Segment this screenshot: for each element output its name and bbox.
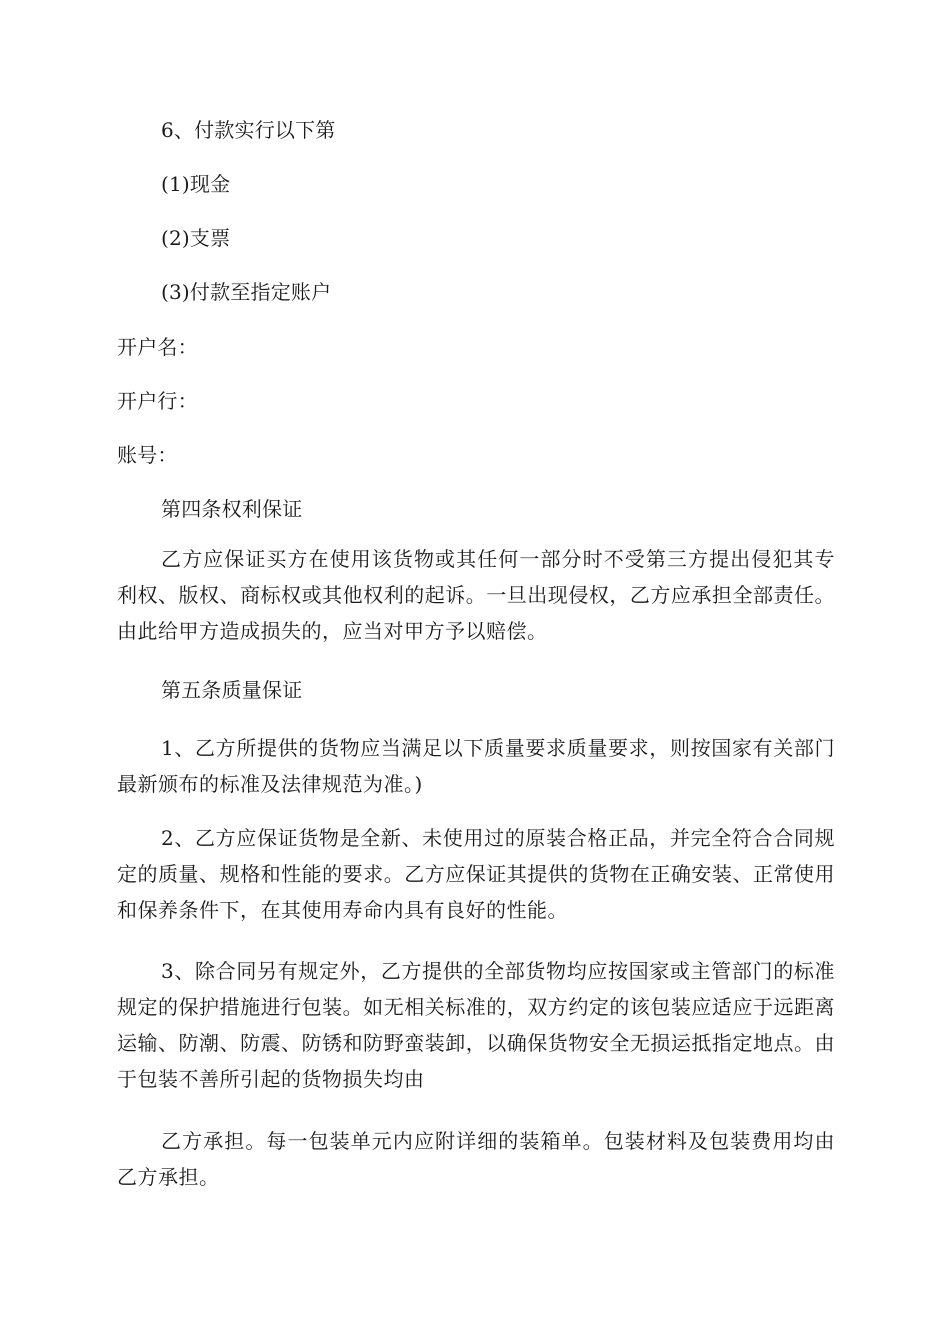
quality-clause-3-continued: 乙方承担。每一包装单元内应附详细的装箱单。包装材料及包装费用均由乙方承担。: [117, 1129, 835, 1189]
payment-option-cash: (1)现金: [161, 172, 231, 196]
quality-clause-1: 1、乙方所提供的货物应当满足以下质量要求质量要求，则按国家有关部门最新颁布的标准及法律规范为准。): [117, 736, 835, 796]
quality-clause-2: 2、乙方应保证货物是全新、未使用过的原装合格正品，并完全符合合同规定的质量、规格和性能的要求。乙方应保证其提供的货物在正确安装、正常使用和保养条件下，在其使用寿命内具有良好的性能。: [117, 826, 835, 922]
payment-option-check: (2)支票: [161, 226, 231, 250]
quality-clause-3: 3、除合同另有规定外，乙方提供的全部货物均应按国家或主管部门的标准规定的保护措施进行包装。如无相关标准的，双方约定的该包装应适应于远距离运输、防潮、防震、防锈和防野蛮装卸，以确保货物安全无损运抵指定地点。由于包装不善所引起的货物损失均由: [117, 959, 835, 1091]
article4-title: 第四条权利保证: [161, 497, 303, 521]
payment-heading: 6、付款实行以下第: [161, 118, 336, 142]
article5-title: 第五条质量保证: [161, 678, 303, 702]
article4-body: 乙方应保证买方在使用该货物或其任何一部分时不受第三方提出侵犯其专利权、版权、商标权或其他权利的起诉。一旦出现侵权，乙方应承担全部责任。由此给甲方造成损失的，应当对甲方予以赔偿。: [117, 547, 835, 643]
bank-label: 开户行：: [117, 389, 198, 413]
payment-option-transfer: (3)付款至指定账户: [161, 280, 332, 304]
account-name-label: 开户名：: [117, 335, 198, 359]
account-number-label: 账号：: [117, 443, 178, 467]
